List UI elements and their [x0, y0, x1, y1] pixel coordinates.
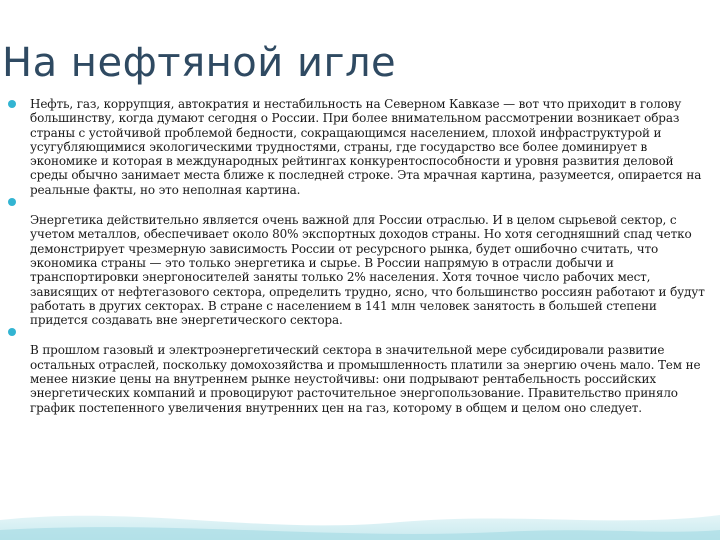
slide-title: На нефтяной игле	[2, 40, 397, 86]
bullet-icon	[8, 328, 16, 336]
bullet-icon	[8, 198, 16, 206]
list-item	[8, 330, 716, 414]
paragraph-3: В прошлом газовый и электроэнергетический сектора в значительной мере субсидировали развитие остальных отраслей, поскольку домохозяйства и промышленность платили за энергию очень мало. Тем не менее низкие цены на внутреннем рынке неустойчивы: они подрывают рентабельность российских энергетических компаний и провоцируют расточительное энергопользование. Правительство приняло график постепенного увеличения внутренних цен на газ, которому в общем и целом оно следует.	[30, 343, 701, 415]
list-item	[8, 200, 716, 327]
bullet-list	[8, 97, 716, 415]
paragraph-1: Нефть, газ, коррупция, автократия и нестабильность на Северном Кавказе — вот что приходит в голову большинству, когда думают сегодня о России. При более внимательном рассмотрении возникает образ страны с устойчивой проблемой бедности, сокращающимся населением, плохой инфраструктурой и усугубляющимися экологическими трудностями, страны, где государство все более доминирует в экономике и которая в международных рейтингах конкурентоспособности и уровня развития деловой среды обычно занимает места ближе к последней строке. Эта мрачная картина, разумеется, опирается на реальные факты, но это неполная картина.	[30, 97, 702, 197]
list-item	[8, 97, 716, 197]
bullet-icon	[8, 100, 16, 108]
paragraph-2: Энергетика действительно является очень важной для России отраслью. И в целом сырьевой сектор, с учетом металлов, обеспечивает около 80% экспортных доходов страны. Но хотя сегодняшний спад четко демонстрирует чрезмерную зависимость России от ресурсного рынка, будет ошибочно считать, что экономика страны — это только энергетика и сырье. В России напрямую в отрасли добычи и транспортировки энергоносителей заняты только 2% населения. Хотя точное число рабочих мест, зависящих от нефтегазового сектора, определить трудно, ясно, что большинство россиян работают и будут работать в других секторах. В стране с населением в 141 млн человек занятость в большей степени придется создавать вне энергетического сектора.	[30, 213, 705, 328]
